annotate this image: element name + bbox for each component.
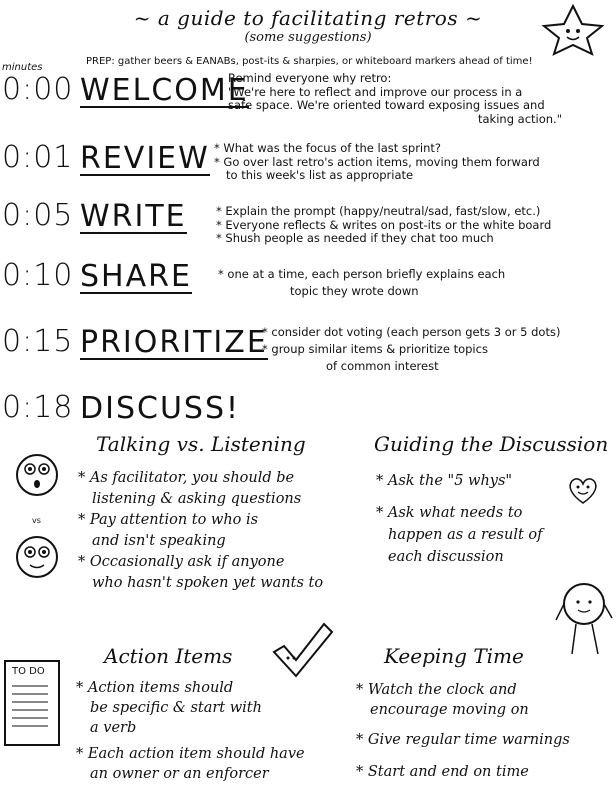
list-item: be specific & start with	[90, 700, 262, 716]
step-review: REVIEW	[80, 141, 210, 176]
note-line: safe space. We're oriented toward exposing issues and	[228, 98, 545, 112]
list-item: a verb	[90, 720, 137, 736]
welcome-notes	[228, 72, 612, 126]
write-notes	[216, 205, 612, 246]
list-item: happen as a result of	[388, 527, 543, 543]
time-0001: 0:01	[2, 140, 74, 175]
note-line: * Everyone reflects & writes on post-its or the white board	[216, 217, 552, 232]
prep-note: PREP: gather beers & EANABs, post-its & sharpies, or whiteboard markers ahead of time!	[86, 56, 533, 67]
talking-heading: Talking vs. Listening	[96, 432, 306, 456]
list-item: * Give regular time warnings	[356, 732, 570, 748]
prioritize-notes	[262, 324, 612, 375]
talking-face-icon	[14, 452, 60, 498]
todo-lines-icon	[12, 682, 52, 738]
note-line: * group similar items & prioritize topics	[262, 342, 488, 356]
note-line: * Explain the prompt (happy/neutral/sad, fast/slow, etc.)	[216, 204, 541, 218]
todo-label: TO DO	[12, 666, 45, 677]
vs-label: vs	[32, 516, 41, 525]
star-face-icon	[538, 4, 608, 56]
clock-character-icon	[554, 580, 614, 660]
list-item: an owner or an enforcer	[90, 766, 269, 782]
list-item: * Ask the "5 whys"	[376, 473, 513, 489]
list-item: * Ask what needs to	[376, 505, 523, 521]
list-item: and isn't speaking	[92, 533, 226, 549]
keeping-list	[356, 680, 614, 782]
step-write: WRITE	[80, 199, 187, 234]
note-line: * Shush people as needed if they chat too much	[216, 231, 494, 245]
note-line: * consider dot voting (each person gets 3 or 5 dots)	[262, 325, 561, 339]
note-line: of common interest	[326, 359, 439, 373]
note-line: * one at a time, each person briefly explains each	[218, 267, 506, 281]
share-notes	[218, 266, 610, 300]
list-item: listening & asking questions	[92, 491, 302, 507]
note-line: topic they wrote down	[290, 284, 419, 298]
list-item: * Watch the clock and	[356, 682, 517, 698]
heart-face-icon	[566, 476, 600, 506]
note-line: * What was the focus of the last sprint?	[214, 141, 442, 155]
list-item: * As facilitator, you should be	[78, 470, 295, 486]
guiding-heading: Guiding the Discussion	[374, 432, 609, 456]
listening-face-icon	[14, 534, 60, 580]
keeping-heading: Keeping Time	[384, 644, 524, 668]
time-0005: 0:05	[2, 198, 74, 233]
list-item: * Action items should	[76, 680, 234, 696]
step-welcome: WELCOME	[80, 73, 249, 108]
step-prioritize: PRIORITIZE	[80, 325, 268, 360]
time-0015: 0:15	[2, 324, 74, 359]
page-subtitle: (some suggestions)	[244, 30, 372, 45]
todo-note	[4, 660, 60, 746]
note-line: "We're here to reflect and improve our process in a	[228, 84, 523, 99]
step-discuss: DISCUSS!	[80, 391, 241, 426]
action-list	[76, 678, 366, 784]
list-item: each discussion	[388, 549, 504, 565]
note-line: taking action."	[478, 111, 562, 126]
review-notes	[214, 142, 610, 183]
list-item: * Each action item should have	[76, 746, 305, 762]
checkmark-icon	[270, 622, 334, 678]
time-0010: 0:10	[2, 258, 74, 293]
time-0000: 0:00	[2, 72, 74, 107]
page-title: ~ a guide to facilitating retros ~	[133, 6, 483, 30]
list-item: * Occasionally ask if anyone	[78, 554, 285, 570]
note-line: * Go over last retro's action items, moving them forward	[214, 154, 540, 169]
list-item: * Pay attention to who is	[78, 512, 259, 528]
talking-list	[78, 468, 358, 594]
note-line: Remind everyone why retro:	[228, 71, 392, 85]
list-item: * Start and end on time	[356, 764, 529, 780]
list-item: who hasn't spoken yet wants to	[92, 575, 324, 591]
action-heading: Action Items	[104, 644, 233, 668]
step-share: SHARE	[80, 259, 192, 294]
minutes-label: minutes	[2, 62, 43, 73]
note-line: to this week's list as appropriate	[226, 168, 414, 182]
time-0018: 0:18	[2, 390, 74, 425]
list-item: encourage moving on	[370, 702, 529, 718]
